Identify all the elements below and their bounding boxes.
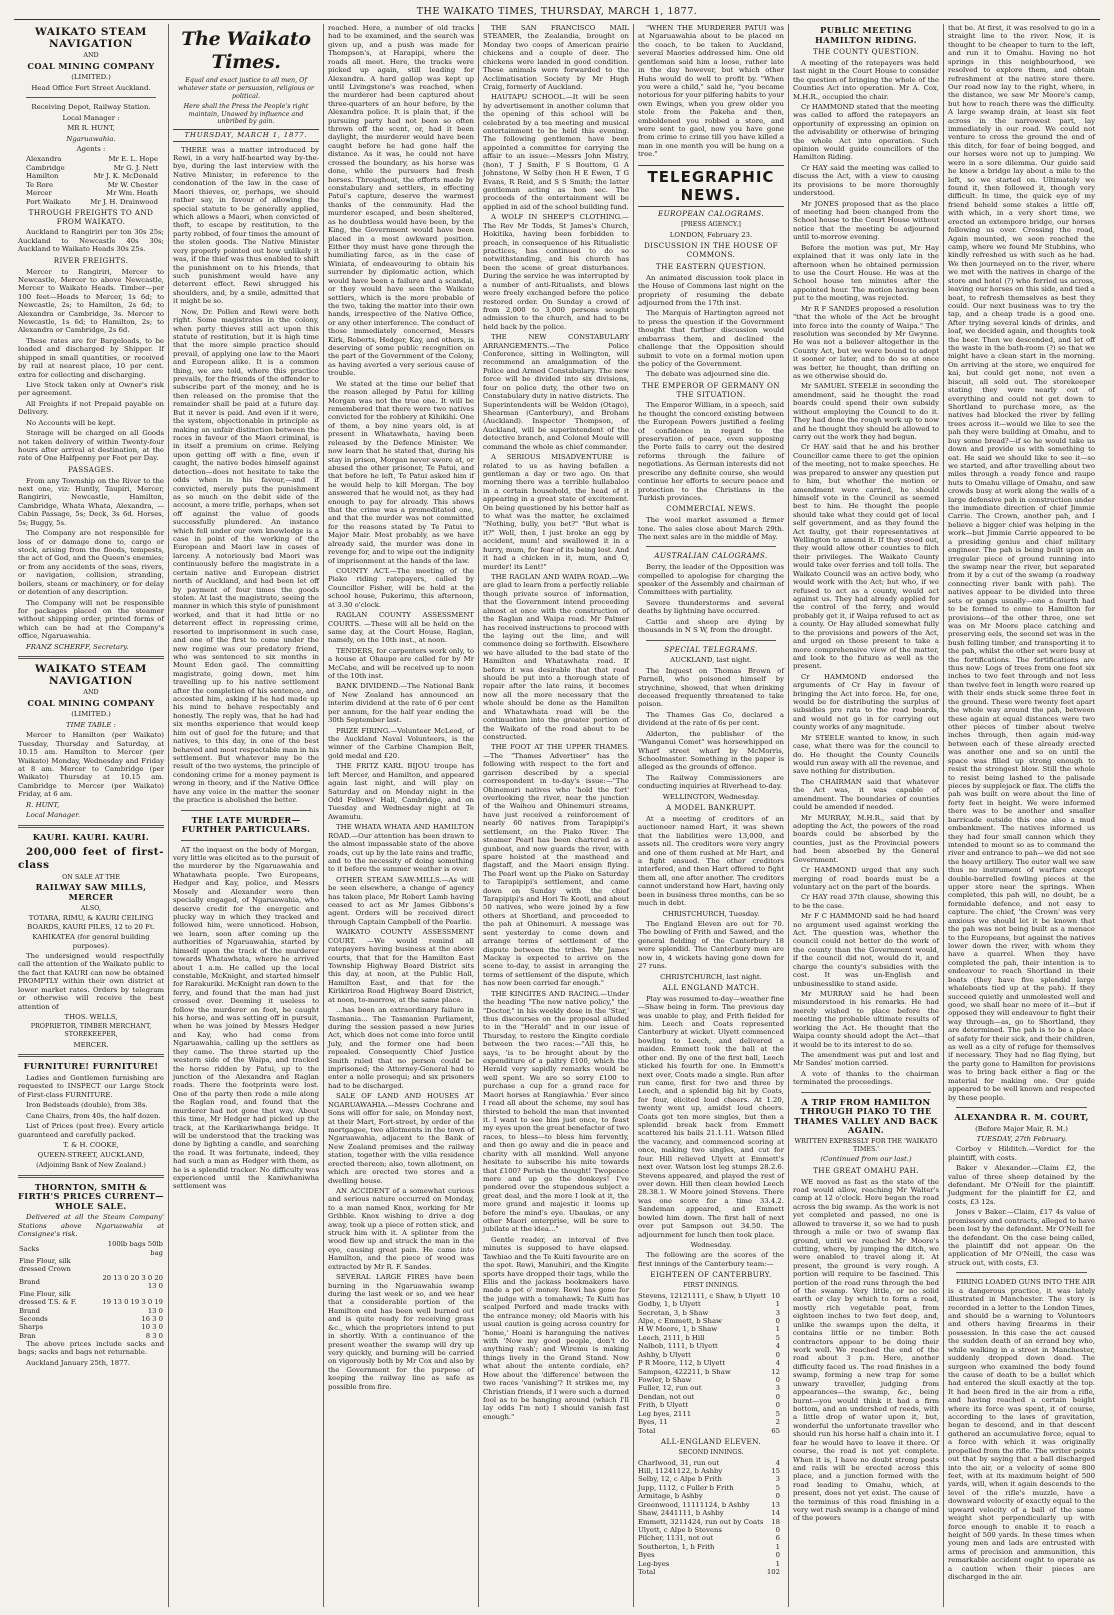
score-row: Pilcher, 1131, not out 6 [638,1534,780,1543]
score-row: Shaw, 2441111, b Ashby 14 [638,1509,780,1518]
ad-coal-heading: COAL MINING COMPANY [27,60,155,71]
column-2 [169,24,324,1607]
responsibility-text: The Company are not responsible for loss of or damage done to, cargo or stock, arising from the floods, tempests, the act of God, and the Queen's enemies; or from any accidents of the seas, rivers, or navigation, collision, stranding, boilers, steam or machinery, or for delay or detention of any description. [18,529,164,597]
news-item: THE FRITZ KARL BIJOU troupe has left Mercer, and Hamilton, and appeared again last night, and will play on Saturday and on Monday night in the Odd Fellows' Hall, Cambridge, and on Tuesday and Wednesday night at Te Awamutu. [328,762,474,821]
news-item: BANK DIVIDEND.—The National Bank of New Zealand has announced an interim dividend at the rate of 6 per cent per annum, for the half year ending the 30th September last. [328,682,474,725]
article-paragraph: Corboy v Hilditch.—Verdict for the plaintiff, with costs. [948,1145,1095,1162]
eleven-heading: ALL-ENGLAND ELEVEN. [660,1436,762,1446]
kauri-undersigned: The undersigned would respectfully call the attention of the Waikato public to the fact that KAURI can now be obtained PROMPTLY within their own district at lower market rates. Orders by telegram or otherwise will receive the best attention of [18,952,164,1011]
score-row: Alpe, c Emmett, b Shaw 0 [638,1317,780,1326]
masthead-rule [14,19,1100,20]
table-row: Seconds 16 3 0 [19,1314,163,1323]
kauri-sale: ON SALE AT THE [62,872,120,881]
table-row: Fine Flour, silk [19,1257,71,1266]
article-paragraph: Before the motion was put, Mr Hay explained that it was only late in the afternoon when he obtained permission to use the Court House. He was at the School house ten minutes after the appointed hour. The motion having been put to the meeting, was rejected. [793,243,939,303]
column-1 [14,24,169,1607]
rates-text: These rates are for Bargeloads, to be loaded and discharged by Shipper. If shipped in small quantities, or received by rail at nearest place, 10 per cent. extra for collecting and discharging. [18,336,164,379]
flour-table [18,1240,164,1339]
first-innings: FIRST INNINGS. [683,1280,739,1289]
column-3 [324,24,479,1607]
article-paragraph: A vote of thanks to the chairman terminated the proceedings. [793,1069,939,1087]
eastern-heading: THE EASTERN QUESTION. [655,261,767,271]
news-item: PRIZE FIRING.—Volunteer McLeod, of the Auckland Naval Volunteers, is the winner of the Carbine Champion Belt, gold medal and £20. [328,726,474,760]
bankrupt-heading: A MODEL BANKRUPT. [665,803,757,813]
score-row: Sampson, 422211, b Shaw 12 [638,1367,780,1376]
divider [956,1107,1087,1108]
christchurch2-date: CHRISTCHURCH, last night. [660,972,762,981]
news-item: THE KINGITES AND RACING.—Under the heading "The new native policy," the "Doctor," in his weekly dose in the 'Star,' thus discourses on the proposal alluded to in the "Herald" and in our issue of Thursday, to restore the Kingite cordiale between the two races:—"All this, he says, 'is to be brought about by the expenditure of a paltry £100, which the Herald very sapidly remarks would be well spent. We are so sorry £100 to purchase a cup for a grand race for Maori horses at Rangiawhia.' Ever since I read all about the scheme, my soul has thirsted to behold the man that invented it. I want to see him just once, to feast my eyes upon the great benefactor of two races, to bless—to bless him fervently, and then go away and die in peace and charity with all mankind. Well anyone hesitate to subscribe his mite towards that £100? Perish the thought! Twopence more and up go the donkeys! I've pondered over the stupendous subject a great deal, and the more I look at it, the more grand and majestic it looms up before the mind's eye. Ubaukas, or any other Maori enterprise, will be sure to jubilate at the idea..." [483,989,629,1234]
article-paragraph: Mr JONES proposed that as the place of meeting had been changed from the School house to the Court House without notice that the meeting be adjourned until to-morrow evening. [793,199,939,242]
score-row: Greenwood, 11111124, b Ashby 13 [638,1500,780,1509]
article-paragraph: We stated at the time our belief that the reason alleged by Patui for killing Morgan was not the true one. It will be remembered that there were two natives convicted for the robbery at Kihikihi. One of them, a boy nine years old, is at present in Whatawhata, having been released by the Defence Minister. We now learn that he stated that, during his stay in prison, Morgan never swore at, or abused the other prisoner, Te Patui, and that before he left, Te Patui asked him if he would help to kill Morgan. The boy answered that he would not, as they had enough to pay for already. This shows that the crime was a premeditated one, and that the murder was not committed for the reasons stated by Te Patui to Major Mair. Most probably, as we have already said, the murder was done in revenge for, and to wipe out the indignity of imprisonment at the hands of the law. [328,379,474,565]
news-item: THE NEW CONSTABULARY ARRANGEMENTS.—The Police Conference, sitting in Wellington, will recommend an amalgamation of the Police and Armed Constabulary. The new force will be divided into six divisions, four on police duty, the other two on Constabulary duty in native districts. The Superintendents will be Weldon (Otago), Shearman (Canterbury), and Broham (Auckland). Inspector Thompson, of Auckland, will be superintendent of the detective branch, and Colonel Moule will command the whole as chief commander. [483,333,629,451]
trip-continued: (Continued from our last.) [820,1155,912,1164]
match-heading: ALL ENGLAND MATCH. [662,982,760,992]
county-heading: THE COUNTY QUESTION. [813,47,919,57]
sign-title: PROPRIETOR, TIMBER MERCHANT, STOREKEEPER, [30,1022,152,1039]
cooke-name: T. & H. COOKE, [63,1140,119,1149]
sign-place: MERCER. [73,1041,109,1050]
article-paragraph: Cr HAMMOND stated that the meeting was called to afford the ratepayers an opportunity of expressing an opinion on the advisability or otherwise of bringing the whole Act into operation. Such opinion would guide councillors of the Hamilton Riding. [793,102,939,162]
news-item: TENDERS, for carpenters work only, to a house at Ohaupo are called for by Mr McCabe, and will be received up to noon of the 10th inst. [328,646,474,681]
article-paragraph: Cr HAY read 37th clause, showing this to be the case. [793,893,939,910]
news-item: THE SAN FRANCISCO MAIL STEAMER, the Zealandia, brought on Monday two coops of American prairie chickens and a couple of deer. The chickens were landed in good condition. These animals were forwarded to the Acclimatisation Society by Mr Hugh Craig, formerly of Auckland. [483,24,629,91]
news-item: The England Eleven are out for 70. The bowling of Frith and Sawed, and the general fielding of the Canterbury 18 were splendid. The Canterbury men are now in, 4 wickets having gone down for 27 runs. [638,919,784,971]
agent-row: Cambridge Mr G. J. Nett [26,163,158,172]
agent-row: Te Rore Mr W. Chester [26,180,158,189]
score-row: Ulyett, c Alpe b Stevens 0 [638,1525,780,1534]
agent-row: Alexandra Mr E. L. Hope [26,155,158,164]
score-row: H W Moore, 1, b Shaw 1 [638,1325,780,1334]
timetable-label: TIME TABLE : [66,720,116,729]
news-item: SEVERAL LARGE FIRES have been burning in the Ngaruawahia swamp during the last week or so, and we hear that a considerable portion of the Hamilton end has been well burned out and is quite ready for receiving grass &c., which the proprietors intend to put in shortly. With a continuance of the present weather the swamp will dry up very quickly, and burning will be carried on vigorously both by Mr Cox and also by the Government for the purpose of keeping the railway line as safe as possible from fire. [328,1273,474,1391]
omahu-heading: THE GREAT OMAHU PAH. [813,1165,919,1175]
column-6 [789,24,944,1607]
news-item: Cattle and sheep are dying by thousands in N S W, from the drought. [638,617,784,635]
table-row: Bran 8 3 0 [19,1331,163,1340]
score-row: Leg byes, 2111 5 [638,1409,780,1418]
divider [18,1054,164,1057]
score-row: Southerton, 1, b Frith 1 [638,1542,780,1551]
score-row: Dendan, not out 0 [638,1392,780,1401]
european-heading: EUROPEAN CALOGRAMS. [657,209,765,219]
special-heading: SPECIAL TELEGRAMS. [664,644,758,654]
column-7 [944,24,1099,1607]
court-sub: (Before Major Mair, R. M.) [975,1124,1068,1133]
divider [956,1272,1087,1273]
score-row: Fowler, b Shaw 0 [638,1376,780,1385]
divider [646,546,776,547]
article-paragraph: Cr HAY said the meeting was called to discuss the Act, with a view to causing its provisions to be more thoroughly understood. [793,163,939,198]
score-row: P R Moore, 112, b Ulyett 4 [638,1359,780,1368]
furniture-bedsteads: Iron Bedsteads (double), from 38s. [26,1101,148,1110]
score-row: Stevens, 12121111, c Shaw, b Ulyett 10 [638,1291,780,1300]
score-row: Selby, 12, c Alpe b Frith 3 [638,1475,780,1484]
kauri-also: ALSO, [80,903,102,912]
secretary-sig: FRANZ SCHERFF, Secretary. [26,642,129,651]
storage-text: Storage will be charged on all Goods not taken delivery of within Twenty-four hours after arrival at destination, at the rate of One Halfpenny per Foot per Day. [18,429,164,463]
divider [26,97,156,98]
article-paragraph: WE moved as fast as the state of the road would allow, reaching Mr Walter's camp at 12 o'clock. Here began the road across the big swamp. As the work is not yet completed and passed, no one is allowed to traverse it, so we had to push through a mile or two of swamp flax ground, until we reached Mr Moore's cutting, where, by jumping the ditch, we were enabled to travel along it. At present, the ground is very rough. A portion will require to be fascined. This portion of the road runs through the bed of the swamp. Very little, or no solid earth or clay by which to form a road, mostly rich vegetable peat, from eighteen inches to two feet deep, and, unlike the swamps upon the delta, it contains little or no timber. Both contractors appear to be doing their work well. We reached the end of the road about 3 p.m. Here, another difficulty faced us. The road finishes in a swamp, forming a new trap for some unwary traveller, judging from appearances—the swamp, &c., being burnt—you would think it had a firm bottom, and an undershed of reeds, with a little drop of water upon it, but, wonderful the unfortunate traveller who should run his horse half a chain into it. I fear he would have to leave it there. Of course, the road is not yet complete. When it is, I have no doubt strong posts and rails will be erected across this place, and a junction formed with the road leading to Omahu, which, at present, does not yet exist. The cause of the terminus of this road finishing in a very wet rush swamp is a change of mind of the powers [793,1177,939,1523]
freights-text: Auckland to Rangiriri per ton 30s 25s; Auckland to Newcastle 40s 30s; Auckland to Waikato Heads 30s 25s. [18,228,164,254]
news-item: Alderton, the publisher of the "Wanganui Comet" was horsewhipped on Wharf street wharf by McMorris, Schoolmaster. Something in the paper is alleged as the grounds of offence. [638,729,784,772]
emperor-heading: THE EMPEROR OF GERMANY ON THE SITUATION. [642,380,780,399]
ad-and2: AND [83,688,99,697]
flour-note: The above prices include sacks and bags; sacks and bags not returnable. [18,1339,164,1357]
column-4 [479,24,634,1607]
cooke-adj: (Adjoining Bank of New Zealand.) [36,1160,146,1169]
score-row: Jupp, 1112, c Fuller b Frith 5 [638,1483,780,1492]
table-row: Brand 20 13 0 20 3 0 20 13 0 [19,1273,163,1290]
motto: Equal and exact justice to all men, Of whatever state or persuasion, religious or political. [178,76,314,100]
newspaper-columns [14,24,1100,1607]
score-row: Hill, 11241122, b Ashby 15 [638,1466,780,1475]
news-item: Gentle reader, an interval of five minutes is supposed to have elapsed. Tawhiao and the Te Kuiti favourite are on the spot. Rewi, Manuhiri, and the Kingite sports have dropped their tags, while the Ellis and the jackass bookmakers have made a pot o' money. Rewi has gone for the judge with a tomahawk; Te Kuiti has scalped Perford and made tracks with the entrance money; old Maoris with his usual caution is going across country for 'home,' Hoani is haranguing the natives with 'Now my good people, don't do anything rash'; and Wiremu is making things lively in the Grand Stand. Now what about the entente cordiale, eh? How about the 'difference' between the two races 'vanishing'? It strikes me, my Christian friends, if I were such a durned fool as to be hanging around (which I'll lay odds I'm not) I should vanish fast enough." [483,1235,629,1421]
commercial-heading: COMMERCIAL NEWS. [666,504,756,514]
kauri-mills: RAILWAY SAW MILLS, MERCER [35,882,147,902]
news-item: The Emperor William, in a speech, said he thought the concord existing between the European Powers justified a feeling of confidence in regard to the preservation of peace, even supposing the Porte fails to carry out the desired reforms through the failure of negotiations. As German interests did not prescribe any definite course, she would continue her efforts to secure peace and protection to the Christians in the Turkish provinces. [638,401,784,502]
meeting-heading: PUBLIC MEETING HAMILTON RIDING. [815,25,917,45]
furniture-cane: Cane Chairs, from 40s, the half dozen. [26,1111,161,1120]
news-item: The Marquis of Hartington agreed not to press the question if the Government thought that further discussion would embarrass them, and declined the challenge that the Opposition should submit to vote on a formal motion upon the policy of the Government. [638,309,784,368]
table-row: Fine Flour, silk [19,1290,71,1299]
news-item: WAIKATO COUNTY ASSESSMENT COURT. —We would remind all ratepayers having business at the above courts, that that for the Hamilton East Township Highway Board District sits this day, at noon, at the Public Hall, Hamilton East, and that for the Kirikiriroa Road Highway Board District, at noon, to-morrow, at the same place. [328,928,474,1004]
news-item: THE WHATA WHATA AND HAMILTON ROAD.—Our attention has been drawn to the almost impassable state of the above roads, cut up by the late rains and traffic, and to the necessity of doing something to it before the summer weather is over. [328,823,474,874]
article-paragraph: Cr HAY said that he and his brother Councillor came there to get the opinion of the meeting, not to make speeches. He was prepared to answer any question put to him, but whether the motion or amendment were carried, he should himself vote in the Council as seemed best to him. He thought the people should take what they could get of local self government, and as they found the Act faulty, get their representatives at Wellington to amend it. If they stood out, they would allow other counties to filch their privileges. The Waikato County would take over ferries and toll tolls. The Waikato Council was an active body, who would work with the Act; but who, if we refused to act as a county, would act against us. They had already applied for the control of the ferry, and would probably get it, if Waipa refused to act as a county. Or Hay alluded somewhat fully to the provisions and powers of the Act, and urged on those present to take a more comprehensive view of the matter, and look to the future as well as the present. [793,443,939,671]
freight-paid: All Freights if not Prepaid payable on Delivery. [18,399,164,417]
news-item: OTHER STEAM SAW-MILLS.—As will be seen elsewhere, a change of agency has taken place, Mr Robert Lamb having ceased to act as Mr James Gibbons's agent. Orders will be received direct through Captain Campbell of the Pearlie. [328,875,474,926]
agents-list [26,155,164,206]
passages-text: From any Township on the River to the next one, viz: Huntly, Taupiri, Mercer, Rangiriri, Newcastle, Hamilton, Cambridge, Whata Whata, Alexandra, — Cabin Passage, 5s; Deck, 3s 6d. Horses, 5s; Buggy, 5s. [18,476,164,527]
livestock-text: Live Stock taken only at Owner's risk per agreement. [18,381,164,398]
article-paragraph: Cr HAMMOND urged that any such merging of road boards must be a voluntary act on the part of the boards. [793,866,939,891]
news-item: ...has been an extraordinary failure in Tasmania... The Tasmanian Parliament, during the session passed a new Juries Act, which does not come into force until July, and the former one had been repealed. Consequently Chief Justice Smith ruled that no person could be imprisoned; the Attorney-General had to enter a nolle prosequi; and six prisoners had to be discharged. [328,1006,474,1090]
article-paragraph: The CHAIRMAN said that whatever the Act was, it was capable of amendment. The boundaries of counties could be amended if needed. [793,777,939,812]
thornton-heading: THORNTON, SMITH & FIRTH'S PRICES CURRENT—WHOLE SALE. [18,1181,164,1211]
furniture-text: Ladies and Gentlemen furnishing are requested to INSPECT our Large Stock of First-class FURNITURE. [18,1073,164,1099]
scorecard-total-1: Total 65 [638,1426,780,1435]
motto2: Here shall the Press the People's right maintain, Unawed by influence and unbribed by gain. [183,101,309,126]
article-paragraph: THERE was a matter introduced by Rewi, in a very half-hearted way by-the-bye, during the last interview with the Native Minister, in reference to the condonation of the law in the case of Maori thieves, or, perhaps, we should rather say, in favour of allowing the special statute to be generally applied, which allows a Maori, when convicted of theft, to escape by restitution, to the party robbed, of four times the amount of the stolen goods. The Native Minister very properly pointed out how unlikely it was, if the thief was thus enabled to shift the punishment on to his friends, that such punishment would have any deterrent effect. Rewi shrugged his shoulders, and, by a smile, admitted that it might be so. [173,145,319,306]
scorecard-1 [638,1292,784,1427]
agent-row: Port Waikato Mr J. H. Drainwood [26,197,158,206]
australian-heading: AUSTRALIAN CALOGRAMS. [654,551,768,561]
ad-place: Ngaruawahia. [66,134,116,143]
table-row: dressed Crown [19,1265,71,1274]
kauri-heading: KAURI. KAURI. KAURI. [32,831,150,842]
kauri-kahikatea: KAHIKATEA (for general building purposes). [32,933,150,950]
kauri-big: 200,000 feet of first-class [18,846,164,871]
news-item: THE FOOT AT THE UPPER THAMES.—The "Thames Advertiser" has the following with respect to the fort and garrison described by a special correspondent in to-day's issue:—"The Ohinemuri natives who 'hold the fort' overlooking the river, near the junction of the Waihou and Ohinemuri streams, have just received a reinforcement of nearly 60 natives from Tarapipipi's settlement, on the Piako River. The steamer Pearl has been chartered as a gunboat, and now guards the river, with spare hoisted at the masthead and flagstaff, and the Maori ensign flying. The Pearl went up the Piako on Saturday to Tarapipipi's settlement, and came down on Sunday with the chief Tarapipipi's and Hori Te Kooti, and about 50 natives, who were joined by a few others at Shortland, and proceeded to the pah at Ohinemuri. A message was sent yesterday to come down and arrange terms of settlement of the dispute between the tribes. Mr James Mackay is expected to arrive on the scene to-day, to assist in arranging the terms of settlement of the dispute, which has now been carried far enough." [483,743,629,988]
ad-steam-heading: WAIKATO STEAM NAVIGATION [34,26,148,50]
ad-agents-label: Agents : [76,144,106,153]
news-item: The Inquest on Thomas Brown of Parnell, who poisoned himself by strychnine, showed, that when drinking deceased frequently threatened to take poison. [638,666,784,709]
divider [18,825,164,828]
press-agency: [PRESS AGENCY.] [681,220,741,229]
ad-manager-label: Local Manager : [62,113,120,122]
article-paragraph: Mr STEELE wanted to know, in such case, what there was for the council to do. He thought the County Councils would run away with all the revenue, and save nothing for distribution. [793,733,939,776]
newspaper-logo: The Waikato Times. [181,28,311,74]
divider [801,1092,931,1093]
eighteen-heading: EIGHTEEN OF CANTERBURY. [650,1270,772,1280]
cooke-addr: QUEEN-STREET, AUCKLAND, [37,1151,145,1160]
news-item: SALE OF LAND AND HOUSES AT NGARUAWAHIA.—Messrs Cochrane and Sons will offer for sale, on Monday next, at their Mart, Fort-street, by order of the mortgagee, two allotments in the town of Ngaruawahia, adjacent to the Bank of New Zealand premises and the railway station, together with the villa residence erected thereon; also, town allotment, on which are erected two stores and a dwelling house. [328,1092,474,1185]
article-paragraph: FIRING LOADED GUNS INTO THE AIR is a dangerous practice, it was lately illustrated in Manchester. The story is recorded in a letter to the London Times, and should be a warning to Volunteers and others having firearms in their possession. In this case the act caused the sudden death of an errand boy who, while walking in a street in Manchester, suddenly dropped down dead. The surgeon who examined the body found the cause of death to be a bullet which had entered the skull exactly at the top. It had been fired in the air from a rifle, and having reached a certain height where its force was spent, it of course, according to the laws of gravitation, began to descend, and in that descent gathered an accumulative force, equal to a force with which it was originally propelled from the rifle. The writer points out that by saying that a ball discharged into the air, or a velocity of some 800 feet, with at its maximum height of 500 yards, will, when it again descends to the level of the rifle's muzzle, have a downward velocity of exactly equal to the upward velocity of a ball of the same weight shot perpendicularly up with force enough to enable it to reach a height of 500 yards. In these times when young men and lads are entrusted with arms of precision and ammunition, this remarkable accident ought to operate as a caution when their pieces are discharged in the air. [948,1278,1095,1582]
article-paragraph: Baker v Alexander.—Claim £2, the value of three sheep detained by the defendant. Mr O'Neill for the plaintiff. Judgment for the plaintiff for £2, and costs, £3 12s. [948,1164,1095,1206]
article-paragraph: Mr MURRAY, M.H.R., said that by adopting the Act, the powers of the road boards could be absorbed by the counties, just as the Provincial powers had been absorbed by the General Government. [793,813,939,864]
score-row: Secretan, 3, b Shaw 3 [638,1308,780,1317]
ad-steam2-heading: WAIKATO STEAM NAVIGATION [34,663,148,687]
second-innings: SECOND INNINGS. [678,1447,744,1456]
accounts-text: No Accounts will be kept. [26,418,116,427]
liability-text: The Company will not be responsible for packages placed on the steamer without shipping order, printed forms of which can be had at the Company's office, Ngaruawahia. [18,598,164,641]
news-item: A WOLF IN SHEEP'S CLOTHING.—The Rev Mr Todds, St James's Church, Hokitika, having been forbidden to preach, in consequence of his Ritualistic practices, has continued to do so notwithstanding, and his church has been the scene of great disturbances. During the service he was interrupted by a number of anti-Ritualists, and blows were freely exchanged before the police restored order. On Sunday a crowd of from 2,000 to 3,000 persons sought admission to the church, and had to be held back by the police. [483,213,629,331]
score-row: Ashby, b Ulyett 0 [638,1350,780,1359]
news-item: THE RAGLAN AND WAIPA ROAD.—We are glad to learn from a perfectly reliable though private source of information, that the Government intend proceeding almost at once with the construction of the Raglan and Waipa road. Mr Palmer has received instructions to proceed with the laying out the line, and will commence doing so forthwith. Elsewhere we have alluded to the bad state of the Hamilton and Whatawhata road. If before it was desirable that that road should be put into a thorough state of repair after the late rains, it becomes now all the more necessary that the whole should be done as the Hamilton and Whatawhata road will be the continuation into the greater portion of the Waikato of the road about to be constructed. [483,573,629,742]
news-item: The wool market assumed a firmer tone. The sales close about March 29th. The next sales are in the middle of May. [638,516,784,542]
river-text: Mercer to Rangiriri, Mercer to Newcastle, Mercer to above Newcastle, Mercer to Waikato Heads. Timber—per 100 feet—Heads to Mercer, 1s 6d; to Newcastle, 2s; to Hamilton, 2s 6d; to Alexandra or Cambridge, 3s. Mercer to Newcastle, 1s 6d; to Hamilton, 2s; to Alexandra or Cambridge, 2s 6d. [18,267,164,335]
divider [18,656,164,659]
news-item: RAGLAN COUNTY ASSESSMENT COURTS. —These will all be held on the same day, at the Court House, Raglan, namely, on the 10th inst., at noon. [328,611,474,645]
scorecard-total-2: Total 102 [638,1568,780,1577]
news-item: The Thames Gas Co, declared a dividend at the rate of 6s per cent. [638,710,784,728]
column-5 [634,24,789,1607]
score-row: Frith, b Ulyett 0 [638,1401,780,1410]
ad-office: Head Office Fort Street Auckland. [31,83,151,92]
flour-date: Auckland January 25th, 1877. [26,1358,131,1367]
furniture-heading: FURNITURE! FURNITURE! [23,1061,159,1072]
ad-limited2: (LIMITED.) [71,710,111,719]
ad-manager-name: MR R. HUNT, [67,124,115,133]
news-item: Play was resumed to-day—weather fine—Shaw being in form. The previous day was unable to play, and Frith fielded for him. Leech and Coats represented Canterbury at wicket. Ulyett commenced bowling to Leech, and delivered a maiden. Emmett took the ball at the other end. By one of the first ball, Leech sticked his fourth for one. In Emmett's next over, Coats made a single. Run after run came, first for two and three by Leech, and a splendid big hit by Coats, for four, elicited loud cheers. At 1.20, twenty went up, amidst loud cheers. Coats got ten more singles, but then a splendid break back from Emmett scattered his bails 21.1.11. Watson filled the vacancy, and commenced scoring at once, making two singles, and cut for four. Hill relieved Ulyett at Emmett's next over. Watson lost leg stumps 28.2.6. Stevens appeared, and played the rest of over down. Hill then clean bowled Leech 28.38.1. W Moore joined Stevens. There was one score for a time 33.4.2. Sandeman appeared, and Emmett bowled him down. The first ball of next over put Sampson out 34.50. The adjournment for lunch then took place. [638,994,784,1239]
discussion-heading: DISCUSSION IN THE HOUSE OF COMMONS. [643,241,779,260]
ad-receiving: Receiving Depot, Railway Station. [31,103,151,112]
furniture-prices: List of Prices (post free). Every article guaranteed and carefully packed. [18,1122,164,1139]
article-paragraph: reached. Here, a number of old tracks had to be examined, and the search was given up, and a push was made for Thompson's, at Harapipi, where the roads all meet. Here, the tracks were picked up again, still leading for Alexandra. A hard gallop was kept up until Livingstone's was reached, when the murderer had been captured about three-quarters of an hour before, by the Alexandra police. It is plain that, if the pursuing party had not been so often thrown off the scent, or, had it been daylight, the murderer would have been caught before he had gone half the distance. As it was, he could not have crossed the boundary, as his horse was done, while the pursuers had fresh horses. Throughout, the efforts made by constabulary and settlers, in effecting Patui's capture, deserve the warmest thanks of the community. Had the murderer escaped, and been sheltered, as he doubtless would have been, by the King, the Government would have been placed in a most awkward position. Either they must have gone through the humiliating farce, as in the case of Winiata, of endeavouring to obtain his surrender by diplomatic action, which would have been a failure and a scandal, or they would have seen the Waikato settlers, which is the more probable of the two, taking the matter into their own hands, irrespective of the Native Office, or any other interference. The conduct of those immediately concerned, Messrs Kirk, Roberts, Hedger, Kay, and others, is deserving of some public recognition on the part of the Government of the Colony, as having averted a very serious cause of trouble. [328,24,474,378]
news-item: HAUTAPU SCHOOL.—It will be seen by advertisement in another column that the opening of this school will be celebrated by a tea meeting and musical entertainment to be held this evening. The following gentlemen have been appointed a committee for carrying the affair to an issue:—Messrs John Mistry, (hon), T J Smith, F S Bouttom, G A Johnstone, W Selby (hon H E Ewen, T G Evans, R Reid, and S S Smith; the latter gentleman acting as hon sec. The proceeds of the entertainment will be applied in aid of the school building fund. [483,93,629,211]
score-row: Charlwood, 31, run out 4 [638,1458,780,1467]
news-item: An animated discussion took place in the House of Commons last night on the propriety of resuming the debate adjourned from the 17th inst. [638,273,784,307]
timetable-text: Mercer to Hamilton (per Waikato) Tuesday, Thursday and Saturday, at 10.15 am. Hamilton to Mercer (per Waikato) Monday, Wednesday and Friday at 8 am. Mercer to Cambridge (per Waikato) Thursday at 10.15 am. Cambridge to Mercer (per Waikato) Friday, at 6 am. [18,731,164,799]
christchurch-date: CHRISTCHURCH, Tuesday. [662,909,760,918]
article-paragraph: AT the inquest on the body of Morgan, very little was elicited as to the pursuit of the murderer by the Ngaruawahia and Whatawhata people. Two Europeans, Hedger and Kay, police, and Messrs Mosely and Alexander were then specially engaged, of Ngaruawahia, who deserve credit for the energetic and plucky way in which they tracked and followed him, were unnoticed. Hobson, we learn, soon after coming up the authorities of Ngaruawahia, started by himself upon the track of the murderer towards Whatawhata, where he arrived about 1 a.m. He called up the local constable, McKnight, and started himself for Rarakuriki. McKnight ran down to the ferry, and found that the man had just crossed over. Deeming it useless to follow the murderer on foot, he caught his horse, and was setting off in pursuit, when he was joined by Messrs Hedger and Kay, who had come from Ngaruawahia, calling up the settlers as they came. The three started up the western side of the Waipa, and tracked the horse ridden by Patui, up to the junction of the Alexandra and Raglan roads. There the footprints were lost. One of the party then rode a mile along the Raglan road, and found that the murderer had not gone that way. About this time, Mr Hedger had picked up the track, at the Karikariwhanga bridge. It will be understood that the tracking was done by lighting a candle, and searching the road. It was fortunate, indeed, they had such a man as Hedger with them, as he is a splendid tracker. No difficulty was experienced until the Kaniwhaniwha settlement was [173,845,319,1191]
news-item: The debate was adjourned sine die. [646,370,771,379]
score-row: Leg-byes 1 [638,1559,780,1568]
divider [181,810,311,811]
article-paragraph: Mr MURRAY said he had been misunderstood in his remarks. He had merely wished to place before the meeting the probable ultimate results of working the Act. He thought that the Waipa county should adopt the Act—that it would be to its interest to do so. [793,989,939,1049]
divider [181,840,311,841]
article-paragraph: Mr SAMUEL STEELE in seconding the amendment, said he thought the road boards could spend their own subsidy without employing the Council to do it. They had done the rough work up to now and he thought they should be allowed to carry out the work they had begun. [793,382,939,441]
table-row: Sharps 10 3 0 [19,1323,163,1332]
wellington-date: WELLINGTON, Wednesday. [662,792,760,801]
kauri-totara: TOTARA, RIMU, & KAURI CEILING BOARDS, KAURI PILES, 12 to 20 Ft. [27,914,155,931]
thornton-text: Delivered at all the Steam Company' Stations above Ngaruawahia at Consignee's risk. [18,1213,164,1239]
table-row: Sacks 100lb bags 50lb bag [19,1240,163,1257]
manager2-title: Local Manager. [26,811,81,820]
score-row: Nalbob, 1111, b Ulyett 4 [638,1342,780,1351]
score-row: Leech, 2111, b Hill 5 [638,1333,780,1342]
masthead: THE WAIKATO TIMES, THURSDAY, MARCH 1, 1877. [416,6,698,17]
score-row: Emmett, 3211424, run out by Coats 18 [638,1517,780,1526]
news-item: The Railway Commissioners are conducting inquiries at Riverhead to-day. [638,773,784,791]
news-item: Severe thunderstorms and several deaths by lightning have occurred. [638,598,784,616]
score-row: Fuller, 12, run out 3 [638,1384,780,1393]
news-item: The following are the scores of the first innings of the Canterbury team:— [638,1251,784,1268]
table-row: dressed T.S. & F. Brand 19 13 0 19 3 0 19 13 0 [19,1298,163,1315]
article-paragraph: Now, Dr. Pollen and Rewi were both right. Some magistrates in the colony, when party thieves still act upon this statute of restitution, but it is high time that the more simple practice should prevail, of applying one law to the Maori and European alike. It is a common thing, we are told, where this practice prevails, for the friends of the offender to subscribe part of the money, and he is then released on the promise that the remainder shall be paid at a future day. But it never is paid. And even if it were, the system, objectionable in principle as making an unfair distinction between the races in favour of the Maori criminal, is in itself a premium on crime. Relying upon getting off with a fine, even if caught, the native bodes himself against detection—does not hesitate to take the odds when in his favour,—and if convicted, merely puts the punishment as so much on the debit side of the account, a mere trifle, perhaps, when set off against the value of goods successfully plundered. An instance which fell under our own knowledge is a case in point of the working of the European and Maori law in cases of larceny. A notoriously bad Maori was continuously before the magistrate in a certain native and European district north of Auckland, and had been let off by payment of four times the goods stolen. At last the magistrate, seeing the manner in which this style of punishment worked, and that it had little or no deterrent effect in repressing crime, resorted to imprisonment in such case, and one of the first to come under the new regime was our predatory friend, who was sentenced to six months in Mount Eden gaol. The committing magistrate, going down, met him travelling up to his native settlement after the completion of his sentence, and accosted him, asking if he had made up his mind to behave respectably and honestly. The reply was, that he had had six months experience that would keep him out of gaol for the future; and that natives, to this day, in one of the best behaved and most respectable man in his settlement. But whatever may be the result of the two systems, the principle of condoning crime for a money payment is wrong in theory, and if the Native Office have any voice in the matter the sooner the practice is abolished the better. [173,307,319,805]
auckland-date: AUCKLAND, last night. [670,656,752,665]
ad-and: AND [83,51,99,60]
wednesday: Wednesday. [690,1240,732,1249]
news-item: At a meeting of creditors of an auctioneer named Hart, it was shewn that the liabilities were 13,000, and assets nil. The creditors were very angry and one of them rushed at Mr Hart, and a fight ensued. The other creditors interfered, and then Hart offered to fight them all, one after another. The creditors cannot understand how Hart, having only been in business three months, can be so much in debt. [638,814,784,908]
score-row: Godby, 1, b Ulyett 1 [638,1300,780,1309]
divider [646,640,776,641]
passages-heading: PASSAGES. [68,464,114,474]
news-item: AN ACCIDENT of a somewhat curious and serious nature occurred on Monday, to a man named Knox, working for Mr Gribble. Knox wishing to drive a dog away, took up a piece of rotten stick, and struck him with it. A splinter from the wood flew up and struck the man in the eye, causing great pain. He came into Hamilton, and the piece of wood was extracted by Mr R. F. Sandes. [328,1186,474,1271]
late-murder-heading: THE LATE MURDER—FURTHER PARTICULARS. [181,814,311,835]
article-paragraph: The amendment was put and lost and Mr Sandes' motion carried. [793,1050,939,1068]
london-date: LONDON, February 23. [669,230,753,239]
article-paragraph: Jones v Baker.—Claim, £17 4s value of promissory and contracts, alleged to have been lost by the defendant. Mr O'Neill for the defendant. On the case being called, the plaintiff did not appear. On the application of Mr O'Neill, the case was struck out, with costs, £3. [948,1208,1095,1267]
article-paragraph: Mr F C HAMMOND said he had heard no argument used against working the Act. The question was, whether the council could not better do the work of the county than the Government would, if the council did not, would do it, and charge the county's subsidies with the cost. It was un-English and unbusinesslike to stand aside. [793,912,939,988]
manager2: R. HUNT, [26,800,60,809]
score-row: Armitage, b Ashby 0 [638,1492,780,1501]
news-item: A SERIOUS MISADVENTURE is related to us as having befallen a gentleman a day or two ago. On that morning there was a terrible hullabaloo in a certain household, the head of it appearing in a great state of excitement. On being questioned by his better half as to what was the matter, he exclaimed "Nothing, bully, you bet?" "But what is it?" Well, then, I just broke an egg by accident, mum! and swallowed it in a hurry, mum, for fear of its being lost. And it had a chicken in it, mum, and O, murder! its Lent!" [483,453,629,571]
sign-name: THOS. WELLS, [64,1012,118,1021]
ad-coal2-heading: COAL MINING COMPANY [27,697,155,708]
ad-limited: (LIMITED.) [71,73,111,82]
divider [18,1175,164,1178]
news-item: COUNTY ACT.—The meeting of the Piako riding ratepayers, called by Councillor Fisher, will be held at the school house, Pukerimu, this afternoon, at 3.30 o'clock. [328,567,474,609]
freights-heading: THROUGH FREIGHTS TO AND FROM WAIKATO. [28,207,154,226]
news-item: Berry, the leader of the Opposition was compelled to apologise for charging the speaker of the Assembly and chairman of Committees with partiality. [638,563,784,597]
article-paragraph: A meeting of the ratepayers was held last night in the Court House to consider the question of bringing the whole of the Counties Act into operation. Mr A. Cox, M.H.R., occupied the chair. [793,58,939,101]
court-heading: ALEXANDRA R. M. COURT, [954,1112,1089,1122]
article-paragraph: Cr HAMMOND endorsed the arguments of Cr Hay in favour of bringing the Act into force. He, for one, would be for distributing the surplus of subsidies pro rata to the road boards, and would not go in for carrying out county works of any magnitude. [793,672,939,732]
news-item: "WHEN THE MURDERER PATUI was at Ngaruawahia about to be placed on the coach, to be taken to Auckland, several Maories addressed him. One old gentleman said him a loose, rather late in the day however, but which other Huhs would do well to profit by. "When you were a child," said he, "you became notorious for your pilfering habits to your own Ewings, when you grew older you stole from the Pakeha and then, emboldened you robbed a store, and were sent to gaol, now you have gone from crime to crime till you have killed a man in one month you will be hung on a tree." [638,24,784,159]
score-row: Byes 0 [638,1551,780,1560]
score-row: Byes, 11 2 [638,1418,780,1427]
agent-row: Mercer Mr Wm. Heath [26,189,158,198]
telegraphic-news-heading: TELEGRAPHIC NEWS. [638,165,784,208]
issue-date: THURSDAY, MARCH 1, 1877. [173,129,319,141]
agent-row: Hamilton Mr J. K. McDonald [26,172,158,181]
scorecard-2 [638,1459,784,1568]
river-heading: RIVER FREIGHTS. [53,255,129,265]
article-paragraph: Mr R F SANDES proposed a resolution "that the whole of the Act be brought into force into the county of Waipa." The resolution was seconded by Mr Gwynne. He was not a believer altogether in the County Act, but we were bound to adopt it sooner or later, and to do so at once was better, he thought, than drifting on as we otherwise should do. [793,304,939,381]
court-date: TUESDAY, 27th February. [976,1134,1067,1143]
trip-heading: A TRIP FROM HAMILTON THROUGH PIAKO TO THE THAMES VALLEY AND BACK AGAIN. [793,1096,939,1136]
trip-sub: WRITTEN EXPRESSLY FOR THE 'WAIKATO TIMES.' [794,1136,938,1153]
article-paragraph: that be. At first, it was resolved to go in a straight line to the river. Now, it is thought to be cheaper to turn to the left, and run it to Omahu. Having no hot springs in this neighbourhood, we resolved to explore them, and obtain refreshment at the native store there. Our road now lay to the right, where, in the distance, we saw Mr Moore's camp, but how to reach there was the difficulty. A large swamp drain, at least six feet across in the narrowest part, lay immediately in our road. We could not venture to cross the ground the end of this ditch, for fear of being bogged, and our horses were not up to jumping. We were in a sore dilemma. Our guide said he knew a bridge lay about a mile to the left, so we started on. Ultimately we found it, then followed it, though very difficult. In time, the quick eye of my friend beheld some stakes a little off, with which, in a very short time, we erected an extempore bridge, our horses following us over. Crossing the road, Again mounted, we soon reached the camp, where we found Mr Stubbins, who kindly refreshed us with such as he had. We then journeyed on to the river, where we met with the natives in charge of the store and hotel (?) who ferried us across, leaving our horses on this side, and tied a boat, to refresh themselves as best they could. Our next business was to try the tap, and a cheap trade is a good one. After trying several kinds of drinks, and loaf, we decided again, and thoughts took the beer. Then we descended, and let off the waste in the bath-room (?) so that we might have a clean start in the morning. On arriving at the store, we enquired for kai, but could get none, not even a biscuit, all sold out. The storekeeper stating they were nearly out of everything and could not get down to Shortland to purchase more, as the natives had blocked the river by felling trees across it—would we like to see the pah they were building at Omahu, and to buy some bread?—if so he would take us down and provide us with something to eat. He said we should like to see it—so we started, and after travelling about two miles through a ready fence and raupo huts to Omahu village of Omahu, and saw crowds busy at work along the walls of a large defensive pah in construction under the immediate direction of chief Jimmie Carrie. The Crown, another pah, and I believe a bigger chief was helping in the work—but Jimmie Carrie appeared to be a presiding genius and chief military engineer. The pah is being built upon an irregular piece of ground running into the swamp near the river, but separated from it by a cut of the swamp (a roadway connecting river bank with pah). The natives appear to be divided into three sets or gangs usually—one a fourth had to be formed to come to Hamilton for provisions—of the other three, one set was on Mr Moore place catching and preserving eels, the second set was in the bush felling timber, and transporting it to the pah, whilst the other set were busy at the fortifications. The fortifications are thus now: Logs of trees from one foot six inches to two feet through and not less than twelve feet in length were reared up with their ends stuck some three feet in the ground. These were twenty feet apart the whole way around the pah, between these again at equal distances were two other pieces of timber about twelve inches through, then again mid-way between each of these already erected was another one and so on until the space was filled up strong enough to resist the strongest blow. Still the whole to resist being lashed to the palisade pieces by supplejack or flax. The cliffs the pah was built on were about the line of forty feet in height. We were informed there was to be another and smaller barricade outside this one also a mud embankment. The natives informed us they had four small cannon which they intended to mount so as to command the river and entrance to pah—we did not see the heavy artillery. The outer wall we saw thus no instrument of warfare except double-barrelled fowling pieces at the upper store near the springs. When completed, this pah will, no doubt, be a formidable defence, and not easy to capture. The chief, 'the Crown' was very anxious we should let it be known that the pah was not being built as a menace to the Europeans, but against the natives lower down the river, with whom they have a quarrel. When they have completed the pah, their intention is to endeavour to reach Shortland in their boats (they have five splendid large whaleboats tied up at the pah). If they succeed quietly and unmolested well and good, we shall hear no more of it—but if opposed they will endeavour to fight their way through—as, go to Shortland, they are determined. The pah is to be a place of safety for their sick, and their children, as well as a city of refuge for themselves if necessary. They had no flag flying, but the party gone to Hamilton for provisions was to bring back either a flag or the material for making one. Our guide appeared to be well known and respected by these people. [948,24,1095,1102]
